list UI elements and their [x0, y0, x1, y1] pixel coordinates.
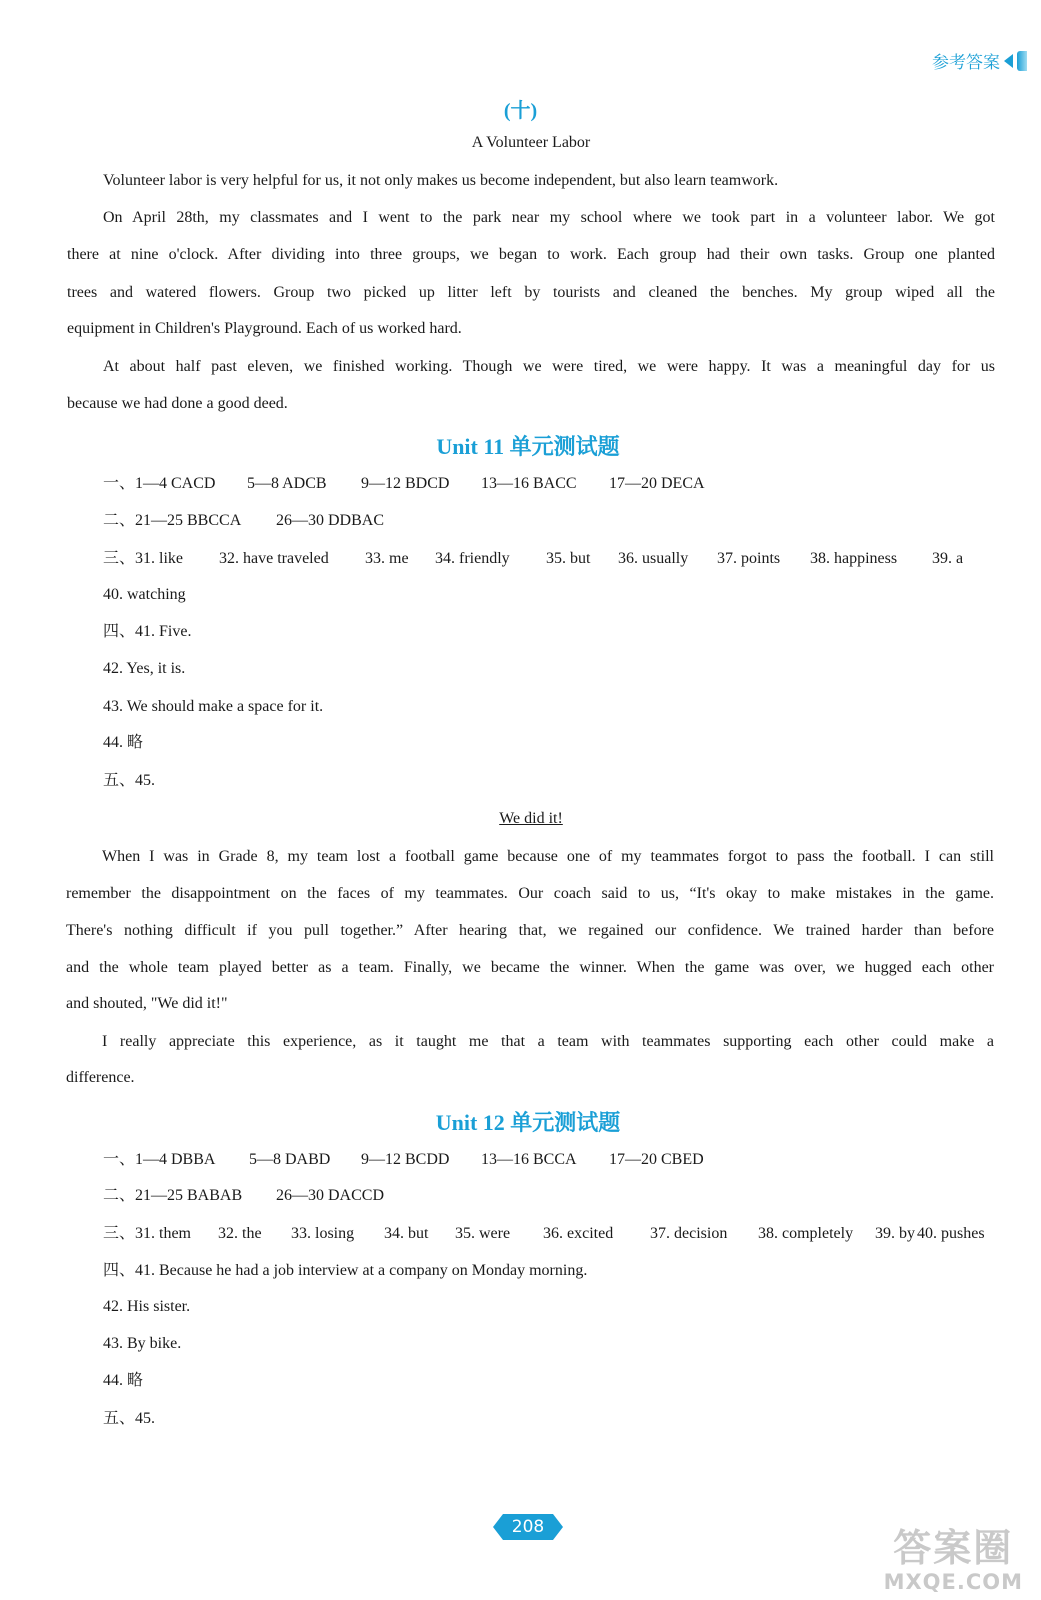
answer-item: 36. usually — [618, 550, 689, 567]
unit11-q45: 五、45. — [103, 772, 156, 789]
unit12-q41: 四、41. Because he had a job interview at a company on Monday morning. — [103, 1262, 588, 1279]
answer-group: 17—20 CBED — [609, 1151, 704, 1168]
watermark-url: MXQE.COM — [883, 1570, 1023, 1594]
answer-item: 37. decision — [650, 1225, 728, 1242]
page-number — [493, 1514, 563, 1540]
answer-item: 37. points — [717, 550, 781, 567]
essay1-line: trees and watered flowers. Group two picked up litter left by tourists and cleaned the benches. My group wiped all the — [67, 284, 995, 301]
answer-item: 32. the — [218, 1225, 262, 1242]
answer-item: 40. pushes — [917, 1225, 985, 1242]
watermark-text: 答案圈 — [893, 1526, 1014, 1570]
answer-item: 32. have traveled — [219, 550, 329, 567]
answer-group: 5—8 DABD — [249, 1151, 331, 1168]
unit12-q42: 42. His sister. — [103, 1298, 191, 1315]
answer-group: 二、21—25 BBCCA — [103, 512, 242, 529]
answer-item: 39. by — [875, 1225, 915, 1242]
essay2-title: We did it! — [499, 810, 563, 827]
unit11-heading: Unit 11 单元测试题 — [436, 434, 620, 459]
essay1-line: because we had done a good deed. — [67, 395, 288, 412]
essay2-line: When I was in Grade 8, my team lost a football game because one of my teammates forgot to pass the football. I can still — [102, 848, 994, 865]
unit12-q44: 44. 略 — [103, 1372, 144, 1389]
answer-group: 13—16 BCCA — [481, 1151, 577, 1168]
essay1-line: equipment in Children's Playground. Each of us worked hard. — [67, 320, 462, 337]
answer-key-label: 参考答案 — [932, 53, 1000, 73]
essay1-line: Volunteer labor is very helpful for us, it not only makes us become independent, but also learn teamwork. — [103, 172, 779, 189]
unit12-row1 — [103, 1150, 704, 1170]
essay1-title: A Volunteer Labor — [471, 134, 591, 151]
essay2-line: remember the disappointment on the faces of my teammates. Our coach said to us, “It's okay to make mistakes in the game. — [66, 885, 994, 902]
tab-edge-icon — [1017, 51, 1027, 71]
answer-item: 34. friendly — [435, 550, 510, 567]
arrow-left-icon — [1004, 54, 1013, 68]
answer-group: 5—8 ADCB — [247, 475, 327, 492]
answer-group: 9—12 BDCD — [361, 475, 450, 492]
unit12-q43: 43. By bike. — [103, 1335, 182, 1352]
answer-item: 三、31. like — [103, 550, 183, 567]
unit11-row3b: 40. watching — [103, 586, 186, 603]
answer-group: 二、21—25 BABAB — [103, 1187, 243, 1204]
essay1-line: At about half past eleven, we finished working. Though we were tired, we were happy. It was a meaningful day for us — [103, 358, 995, 375]
unit11-q42: 42. Yes, it is. — [103, 660, 186, 677]
essay2-line: There's nothing difficult if you pull together.” After hearing that, we regained our confidence. We trained harder than before — [66, 922, 994, 939]
watermark-logo — [884, 1526, 1023, 1594]
answer-item: 35. were — [455, 1225, 511, 1242]
essay1-line: there at nine o'clock. After dividing into three groups, we began to work. Each group had their own tasks. Group one planted — [67, 246, 995, 263]
unit11-row2 — [103, 511, 384, 531]
answer-group: 一、1—4 DBBA — [103, 1151, 216, 1168]
section-number: (十) — [503, 100, 538, 122]
unit11-q41: 四、41. Five. — [103, 623, 192, 640]
answer-key-tag — [932, 48, 1027, 73]
unit12-q45: 五、45. — [103, 1410, 156, 1427]
answer-item: 33. me — [365, 550, 409, 567]
answer-group: 26—30 DACCD — [276, 1187, 385, 1204]
answer-group: 一、1—4 CACD — [103, 475, 216, 492]
answer-item: 38. happiness — [810, 550, 898, 567]
answer-item: 33. losing — [291, 1225, 355, 1242]
unit11-row3 — [103, 549, 963, 569]
unit12-heading: Unit 12 单元测试题 — [435, 1110, 621, 1135]
essay1-line: On April 28th, my classmates and I went to the park near my school where we took part in a volunteer labor. We got — [103, 209, 995, 226]
answer-group: 26—30 DDBAC — [276, 512, 385, 529]
answer-item: 35. but — [546, 550, 591, 567]
answer-group: 13—16 BACC — [481, 475, 577, 492]
answer-group: 9—12 BCDD — [361, 1151, 450, 1168]
page-number-label: 208 — [511, 1517, 545, 1537]
essay2-line: I really appreciate this experience, as it taught me that a team with teammates supporting each other could make a — [102, 1033, 994, 1050]
essay2-line: and shouted, "We did it!" — [66, 995, 228, 1012]
answer-group: 17—20 DECA — [609, 475, 705, 492]
answer-item: 39. a — [932, 550, 964, 567]
answer-item: 34. but — [384, 1225, 429, 1242]
unit12-row3 — [103, 1224, 985, 1244]
unit12-row2 — [103, 1186, 384, 1206]
unit11-q43: 43. We should make a space for it. — [103, 698, 324, 715]
unit11-row1 — [103, 474, 705, 494]
answer-item: 36. excited — [543, 1225, 614, 1242]
unit11-q44: 44. 略 — [103, 734, 144, 751]
essay2-line: difference. — [66, 1069, 135, 1086]
answer-item: 38. completely — [758, 1225, 854, 1242]
essay2-line: and the whole team played better as a team. Finally, we became the winner. When the game was over, we hugged each other — [66, 959, 994, 976]
answer-item: 三、31. them — [103, 1225, 191, 1242]
